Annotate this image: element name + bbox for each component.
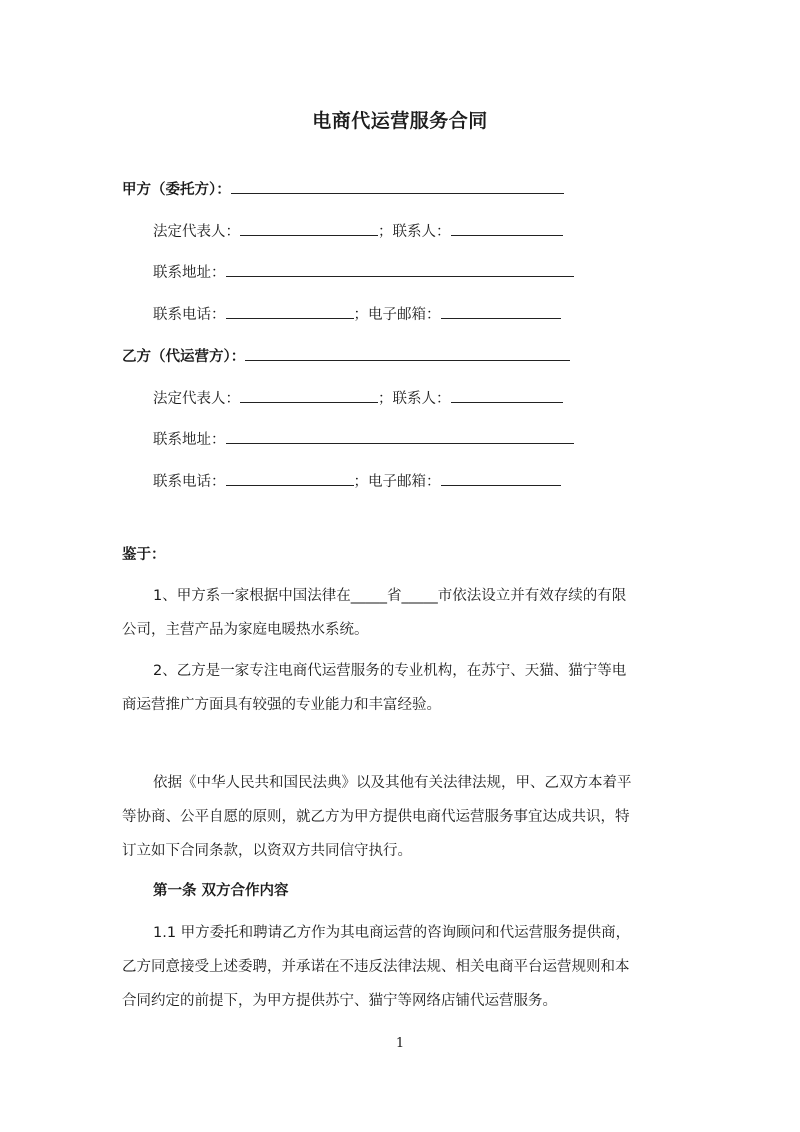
party-a-rep-row	[153, 220, 563, 242]
party-b-address-label: 联系地址：	[153, 432, 226, 448]
whereas-item2-line1: 2、乙方是一家专注电商代运营服务的专业机构，在苏宁、天猫、猫宁等电	[153, 663, 627, 679]
party-b-address-row	[153, 428, 574, 450]
whereas-item1-line1: 1、甲方系一家根据中国法律在_____省_____市依法设立并有效存续的有限	[153, 588, 627, 604]
party-b-email-blank[interactable]	[441, 470, 561, 486]
party-a-email-label: ；电子邮箱：	[353, 307, 441, 323]
party-a-address-blank[interactable]	[226, 261, 574, 277]
whereas-item1-line2: 公司，主营产品为家庭电暖热水系统。	[122, 622, 369, 638]
party-a-contact-blank[interactable]	[451, 220, 563, 236]
party-b-phone-row	[153, 470, 561, 492]
party-b-header-row	[122, 345, 570, 367]
whereas-heading: 鉴于：	[122, 547, 166, 563]
party-b-contact-label: ；联系人：	[378, 391, 451, 407]
basis-line2: 等协商、公平自愿的原则，就乙方为甲方提供电商代运营服务事宜达成共识，特	[122, 809, 630, 825]
whereas-item2-line2: 商运营推广方面具有较强的专业能力和丰富经验。	[122, 697, 441, 713]
basis-line1: 依据《中华人民共和国民法典》以及其他有关法律法规，甲、乙双方本着平	[153, 775, 632, 791]
party-a-header: 甲方（委托方）：	[122, 182, 231, 198]
party-a-name-blank[interactable]	[231, 178, 564, 194]
party-b-name-blank[interactable]	[245, 345, 570, 361]
party-b-rep-blank[interactable]	[240, 387, 378, 403]
party-b-phone-blank[interactable]	[226, 470, 354, 486]
basis-line3: 订立如下合同条款，以资双方共同信守执行。	[122, 843, 412, 859]
party-a-phone-blank[interactable]	[226, 303, 354, 319]
document-title: 电商代运营服务合同	[312, 110, 488, 132]
party-a-email-blank[interactable]	[441, 303, 561, 319]
party-a-rep-blank[interactable]	[240, 220, 378, 236]
article1-clause-line1: 1.1 甲方委托和聘请乙方作为其电商运营的咨询顾问和代运营服务提供商，	[153, 925, 631, 941]
party-b-rep-row	[153, 387, 563, 409]
party-b-rep-label: 法定代表人：	[153, 391, 240, 407]
party-b-address-blank[interactable]	[226, 428, 574, 444]
article1-clause-line3: 合同约定的前提下，为甲方提供苏宁、猫宁等网络店铺代运营服务。	[122, 993, 557, 1009]
party-b-email-label: ；电子邮箱：	[353, 474, 441, 490]
party-b-header: 乙方（代运营方）：	[122, 349, 246, 365]
party-b-phone-label: 联系电话：	[153, 474, 226, 490]
party-a-address-label: 联系地址：	[153, 265, 226, 281]
party-a-contact-label: ；联系人：	[378, 224, 451, 240]
party-b-contact-blank[interactable]	[451, 387, 563, 403]
party-a-rep-label: 法定代表人：	[153, 224, 240, 240]
party-a-phone-label: 联系电话：	[153, 307, 226, 323]
page-number: 1	[395, 1036, 405, 1051]
party-a-header-row	[122, 178, 564, 200]
party-a-phone-row	[153, 303, 561, 325]
article1-clause-line2: 乙方同意接受上述委聘，并承诺在不违反法律法规、相关电商平台运营规则和本	[122, 959, 630, 975]
article1-heading: 第一条 双方合作内容	[153, 883, 289, 899]
party-a-address-row	[153, 261, 574, 283]
